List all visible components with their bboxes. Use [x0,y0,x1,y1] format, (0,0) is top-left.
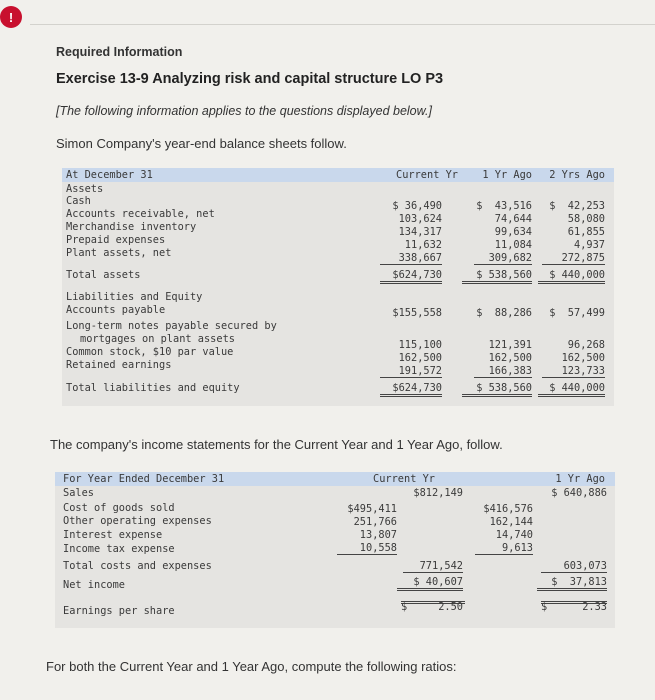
bs-row-2yr: 272,875 [542,252,605,265]
total-le-current: $624,730 [380,382,442,397]
balance-sheet-table [62,168,614,406]
assets-title: Assets [66,183,104,195]
bs-row-1yr: 99,634 [494,226,532,238]
retained-earnings-current: 191,572 [380,365,442,378]
retained-earnings-label: Retained earnings [66,359,172,371]
net-income-label: Net income [63,579,125,591]
instruction-note: [The following information applies to the questions displayed below.] [56,104,432,118]
expense-label: Cost of goods sold [63,502,175,514]
expense-current: 251,766 [353,516,397,528]
total-costs-label: Total costs and expenses [63,560,212,572]
bs-row-current: 11,632 [404,239,442,251]
expense-current: $495,411 [347,503,397,515]
lt-notes-2yr: 96,268 [567,339,605,351]
bs-row-label: Prepaid expenses [66,234,166,246]
income-statement-table [55,472,615,628]
balance-sheet-intro: Simon Company's year-end balance sheets follow. [56,136,347,151]
common-stock-current: 162,500 [398,352,442,364]
bs-row-2yr: $ 42,253 [549,200,605,212]
bs-header-label: At December 31 [66,169,153,181]
retained-earnings-2yr: 123,733 [542,365,605,378]
bs-row-2yr: 4,937 [574,239,605,251]
bs-row-2yr: 58,080 [567,213,605,225]
eps-current: 2.50 [438,601,463,613]
bs-row-label: Plant assets, net [66,247,172,259]
total-assets-label: Total assets [66,269,141,281]
accounts-payable-2yr: $ 57,499 [549,307,605,319]
bs-row-label: Merchandise inventory [66,221,197,233]
retained-earnings-1yr: 166,383 [474,365,532,378]
bs-header-1yr: 1 Yr Ago [482,169,532,181]
required-information-title: Required Information [56,45,183,59]
expense-1yr: 9,613 [475,542,533,555]
bs-row-1yr: 309,682 [474,252,532,265]
bs-header-2yr: 2 Yrs Ago [549,169,605,181]
expense-label: Income tax expense [63,543,175,555]
eps-current-symbol: $ [401,601,408,613]
total-costs-1yr: 603,073 [541,560,607,573]
lt-notes-label-1: Long-term notes payable secured by [66,320,277,332]
is-header-current: Current Yr [373,473,435,485]
lt-notes-label-2: mortgages on plant assets [80,333,235,345]
total-assets-current: $624,730 [380,269,442,284]
bs-row-current: 103,624 [398,213,442,225]
sales-1yr: $ 640,886 [551,487,607,499]
sales-current: $812,149 [413,487,463,499]
total-assets-2yr: $ 440,000 [538,269,605,284]
accounts-payable-1yr: $ 88,286 [476,307,532,319]
total-le-2yr: $ 440,000 [538,382,605,397]
net-income-current: $ 40,607 [397,576,463,591]
bs-row-label: Accounts receivable, net [66,208,215,220]
is-header-1yr: 1 Yr Ago [555,473,605,485]
total-le-label: Total liabilities and equity [66,382,240,394]
lt-notes-current: 115,100 [398,339,442,351]
alert-icon: ! [0,6,22,28]
eps-1yr-symbol: $ [541,601,548,613]
eps-label: Earnings per share [63,605,175,617]
expense-label: Interest expense [63,529,163,541]
bs-header-current: Current Yr [396,169,458,181]
exercise-title: Exercise 13-9 Analyzing risk and capital structure LO P3 [56,71,444,87]
income-statement-intro: The company's income statements for the Current Year and 1 Year Ago, follow. [50,437,503,452]
total-costs-current: 771,542 [403,560,463,573]
lt-notes-1yr: 121,391 [488,339,532,351]
accounts-payable-current: $155,558 [392,307,442,319]
bs-row-label: Cash [66,195,91,207]
total-assets-1yr: $ 538,560 [462,269,532,284]
bs-row-1yr: 74,644 [494,213,532,225]
liabilities-title: Liabilities and Equity [66,291,203,303]
bs-row-current: 338,667 [380,252,442,265]
common-stock-1yr: 162,500 [488,352,532,364]
common-stock-label: Common stock, $10 par value [66,346,234,358]
total-le-1yr: $ 538,560 [462,382,532,397]
bs-row-1yr: 11,084 [494,239,532,251]
bs-row-current: $ 36,490 [392,200,442,212]
bs-row-current: 134,317 [398,226,442,238]
top-divider [30,24,655,25]
bs-row-2yr: 61,855 [567,226,605,238]
expense-current: 10,558 [337,542,397,555]
expense-1yr: 162,144 [489,516,533,528]
expense-label: Other operating expenses [63,515,212,527]
net-income-1yr: $ 37,813 [537,576,607,591]
ratios-intro: For both the Current Year and 1 Year Ago, compute the following ratios: [46,659,457,674]
sales-label: Sales [63,487,94,499]
is-header-label: For Year Ended December 31 [63,473,225,485]
expense-1yr: $416,576 [483,503,533,515]
expense-current: 13,807 [359,529,397,541]
eps-1yr: 2.33 [582,601,607,613]
accounts-payable-label: Accounts payable [66,304,166,316]
expense-1yr: 14,740 [495,529,533,541]
bs-row-1yr: $ 43,516 [476,200,532,212]
common-stock-2yr: 162,500 [561,352,605,364]
